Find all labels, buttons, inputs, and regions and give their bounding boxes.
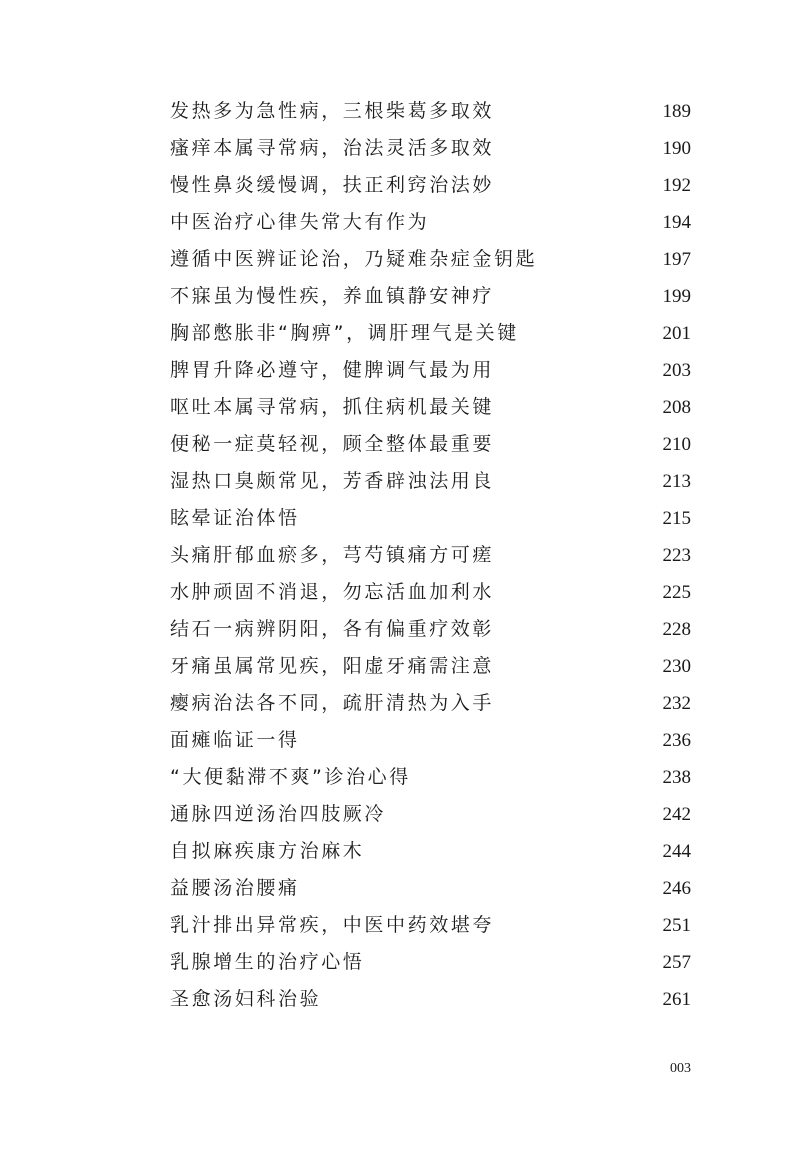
toc-entry [0,944,800,981]
toc-entry [0,463,800,500]
toc-entry-page: 201 [662,323,691,344]
toc-entry-title: 圣愈汤妇科治验 [170,988,322,1010]
toc-entry-page: 251 [662,915,691,936]
toc-entry-page: 213 [662,471,691,492]
toc-entry-title: 中医治疗心律失常大有作为 [170,211,430,233]
toc-entry [0,981,800,1018]
toc-entry-page: 238 [662,767,691,788]
toc-entry-title: 水肿顽固不消退，勿忘活血加利水 [170,581,495,603]
toc-entry-page: 236 [662,730,691,751]
toc-entry-title: 瘙痒本属寻常病，治法灵活多取效 [170,137,495,159]
toc-entry [0,537,800,574]
toc-entry-title: 不寐虽为慢性疾，养血镇静安神疗 [170,285,495,307]
toc-entry-title: 乳汁排出异常疾，中医中药效堪夸 [170,914,495,936]
toc-entry-page: 242 [662,804,691,825]
toc-entry-page: 225 [662,582,691,603]
toc-entry [0,759,800,796]
toc-entry [0,574,800,611]
toc-entry-page: 257 [662,952,691,973]
toc-entry-title: 牙痛虽属常见疾，阳虚牙痛需注意 [170,655,495,677]
toc-entry-title: 脾胃升降必遵守，健脾调气最为用 [170,359,495,381]
toc-entry-page: 208 [662,397,691,418]
toc-entry-page: 194 [662,212,691,233]
toc-entry-title: “大便黏滞不爽”诊治心得 [170,766,411,788]
toc-entry [0,611,800,648]
toc-entry [0,907,800,944]
toc-entry [0,389,800,426]
toc-entry-page: 232 [662,693,691,714]
toc-entry [0,722,800,759]
table-of-contents [0,93,800,1018]
toc-entry-page: 189 [662,101,691,122]
toc-entry-title: 自拟麻疾康方治麻木 [170,840,365,862]
toc-entry-title: 头痛肝郁血瘀多，芎芍镇痛方可瘥 [170,544,495,566]
toc-entry-title: 面瘫临证一得 [170,729,300,751]
toc-entry-page: 199 [662,286,691,307]
toc-entry-page: 228 [662,619,691,640]
toc-entry-title: 眩晕证治体悟 [170,507,300,529]
toc-entry-title: 瘿病治法各不同，疏肝清热为入手 [170,692,495,714]
toc-entry-title: 发热多为急性病，三根柴葛多取效 [170,100,495,122]
toc-entry [0,648,800,685]
toc-entry-page: 192 [662,175,691,196]
toc-entry [0,130,800,167]
toc-entry-page: 210 [662,434,691,455]
toc-entry [0,352,800,389]
toc-entry-title: 益腰汤治腰痛 [170,877,300,899]
toc-entry-title: 呕吐本属寻常病，抓住病机最关键 [170,396,495,418]
toc-entry-title: 湿热口臭颇常见，芳香辟浊法用良 [170,470,495,492]
toc-entry [0,167,800,204]
toc-entry [0,241,800,278]
toc-entry-title: 通脉四逆汤治四肢厥冷 [170,803,387,825]
toc-entry [0,500,800,537]
toc-entry-page: 215 [662,508,691,529]
toc-entry [0,278,800,315]
toc-entry [0,93,800,130]
toc-entry [0,796,800,833]
toc-entry-page: 244 [662,841,691,862]
toc-entry [0,315,800,352]
toc-entry [0,426,800,463]
toc-entry-page: 223 [662,545,691,566]
toc-entry-title: 慢性鼻炎缓慢调，扶正利窍治法妙 [170,174,495,196]
toc-entry-title: 便秘一症莫轻视，顾全整体最重要 [170,433,495,455]
toc-entry-page: 261 [662,989,691,1010]
toc-entry-page: 230 [662,656,691,677]
toc-entry-page: 246 [662,878,691,899]
toc-entry-title: 结石一病辨阴阳，各有偏重疗效彰 [170,618,495,640]
toc-entry [0,870,800,907]
page-number: 003 [670,1061,691,1076]
toc-entry [0,204,800,241]
toc-entry-page: 197 [662,249,691,270]
toc-entry [0,685,800,722]
toc-entry [0,833,800,870]
toc-entry-page: 203 [662,360,691,381]
toc-entry-title: 胸部憋胀非“胸痹”，调肝理气是关键 [170,322,519,344]
toc-entry-page: 190 [662,138,691,159]
toc-entry-title: 乳腺增生的治疗心悟 [170,951,365,973]
toc-entry-title: 遵循中医辨证论治，乃疑难杂症金钥匙 [170,248,538,270]
